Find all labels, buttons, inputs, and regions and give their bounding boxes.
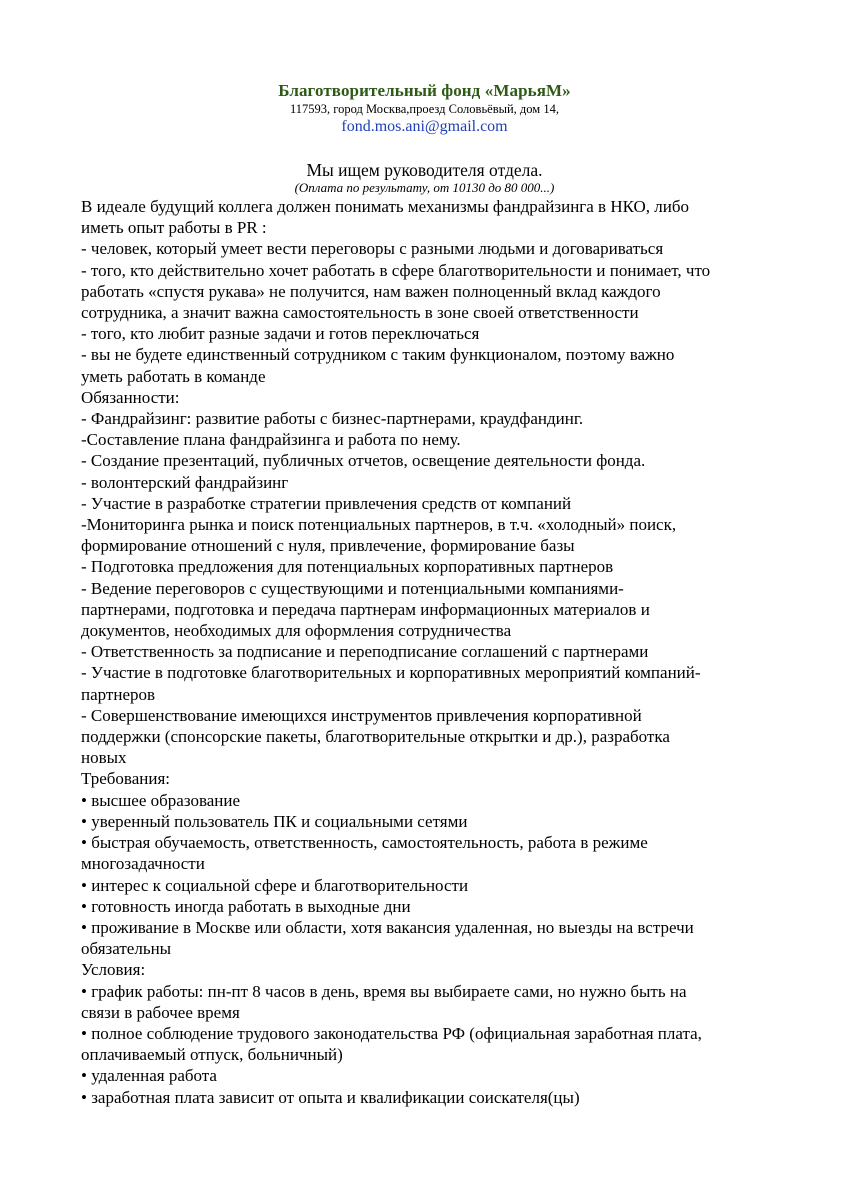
vacancy-body — [81, 196, 771, 1108]
body-line: работать «спустя рукава» не получится, нам важен полноценный вклад каждого — [81, 281, 661, 301]
body-line: поддержки (спонсорские пакеты, благотворительные открытки и др.), разработка — [81, 727, 670, 747]
salary-note: (Оплата по результату, от 10130 до 80 000...) — [294, 180, 555, 195]
body-line: документов, необходимых для оформления сотрудничества — [81, 621, 512, 641]
body-line: • высшее образование — [81, 790, 241, 810]
body-line: • интерес к социальной сфере и благотворительности — [81, 875, 469, 895]
body-line: - Участие в разработке стратегии привлечения средств от компаний — [81, 493, 572, 513]
body-line: • график работы: пн-пт 8 часов в день, время вы выбираете сами, но нужно быть на — [81, 981, 687, 1001]
body-line: -Составление плана фандрайзинга и работа по нему. — [81, 430, 461, 450]
organization-address: 117593, город Москва,проезд Соловьёвый, дом 14, — [290, 102, 559, 116]
body-line: Требования: — [81, 769, 171, 789]
body-line: - того, кто любит разные задачи и готов переключаться — [81, 324, 480, 344]
body-line: • быстрая обучаемость, ответственность, самостоятельность, работа в режиме — [81, 833, 648, 853]
body-line: - вы не будете единственный сотрудником с таким функционалом, поэтому важно — [81, 345, 675, 365]
body-line: - Фандрайзинг: развитие работы с бизнес-партнерами, краудфандинг. — [81, 409, 584, 429]
body-line: - того, кто действительно хочет работать в сфере благотворительности и понимает, что — [81, 260, 711, 280]
body-line: • уверенный пользователь ПК и социальными сетями — [81, 811, 468, 831]
body-line: • готовность иногда работать в выходные дни — [81, 896, 411, 916]
body-line: партнерами, подготовка и передача партнерам информационных материалов и — [81, 599, 650, 619]
body-line: - Совершенствование имеющихся инструментов привлечения корпоративной — [81, 705, 642, 725]
body-line: - Ответственность за подписание и переподписание соглашений с партнерами — [81, 642, 649, 662]
body-line: -Мониторинга рынка и поиск потенциальных партнеров, в т.ч. «холодный» поиск, — [81, 515, 677, 535]
body-line: В идеале будущий коллега должен понимать механизмы фандрайзинга в НКО, либо — [81, 197, 690, 216]
body-line: Условия: — [81, 960, 146, 980]
body-line: - человек, который умеет вести переговоры с разными людьми и договариваться — [81, 239, 664, 259]
body-line: связи в рабочее время — [81, 1002, 240, 1022]
body-line: - Участие в подготовке благотворительных и корпоративных мероприятий компаний- — [81, 663, 701, 683]
body-line: • заработная плата зависит от опыта и квалификации соискателя(цы) — [81, 1087, 580, 1107]
body-line: партнеров — [81, 684, 156, 704]
body-line: новых — [81, 748, 127, 768]
body-line: • полное соблюдение трудового законодательства РФ (официальная заработная плата, — [81, 1023, 702, 1043]
body-line: обязательны — [81, 939, 172, 959]
body-line: Обязанности: — [81, 387, 180, 407]
organization-name: Благотворительный фонд «МарьяМ» — [278, 81, 571, 100]
body-line: - Ведение переговоров с существующими и потенциальными компаниями- — [81, 578, 624, 598]
body-line: сотрудника, а значит важна самостоятельность в зоне своей ответственности — [81, 303, 639, 323]
body-line: оплачиваемый отпуск, больничный) — [81, 1045, 343, 1065]
body-line: многозадачности — [81, 854, 205, 874]
body-line: уметь работать в команде — [81, 366, 266, 386]
contact-email[interactable]: fond.mos.ani@gmail.com — [341, 118, 508, 135]
body-line: иметь опыт работы в PR : — [81, 218, 267, 238]
vacancy-headline: Мы ищем руководителя отдела. — [306, 160, 543, 180]
body-line: формирование отношений с нуля, привлечение, формирование базы — [81, 536, 575, 556]
body-line: - Создание презентаций, публичных отчетов, освещение деятельности фонда. — [81, 451, 646, 471]
body-line: • проживание в Москве или области, хотя вакансия удаленная, но выезды на встречи — [81, 917, 694, 937]
body-line: - волонтерский фандрайзинг — [81, 472, 289, 492]
body-line: • удаленная работа — [81, 1066, 217, 1086]
body-line: - Подготовка предложения для потенциальных корпоративных партнеров — [81, 557, 614, 577]
